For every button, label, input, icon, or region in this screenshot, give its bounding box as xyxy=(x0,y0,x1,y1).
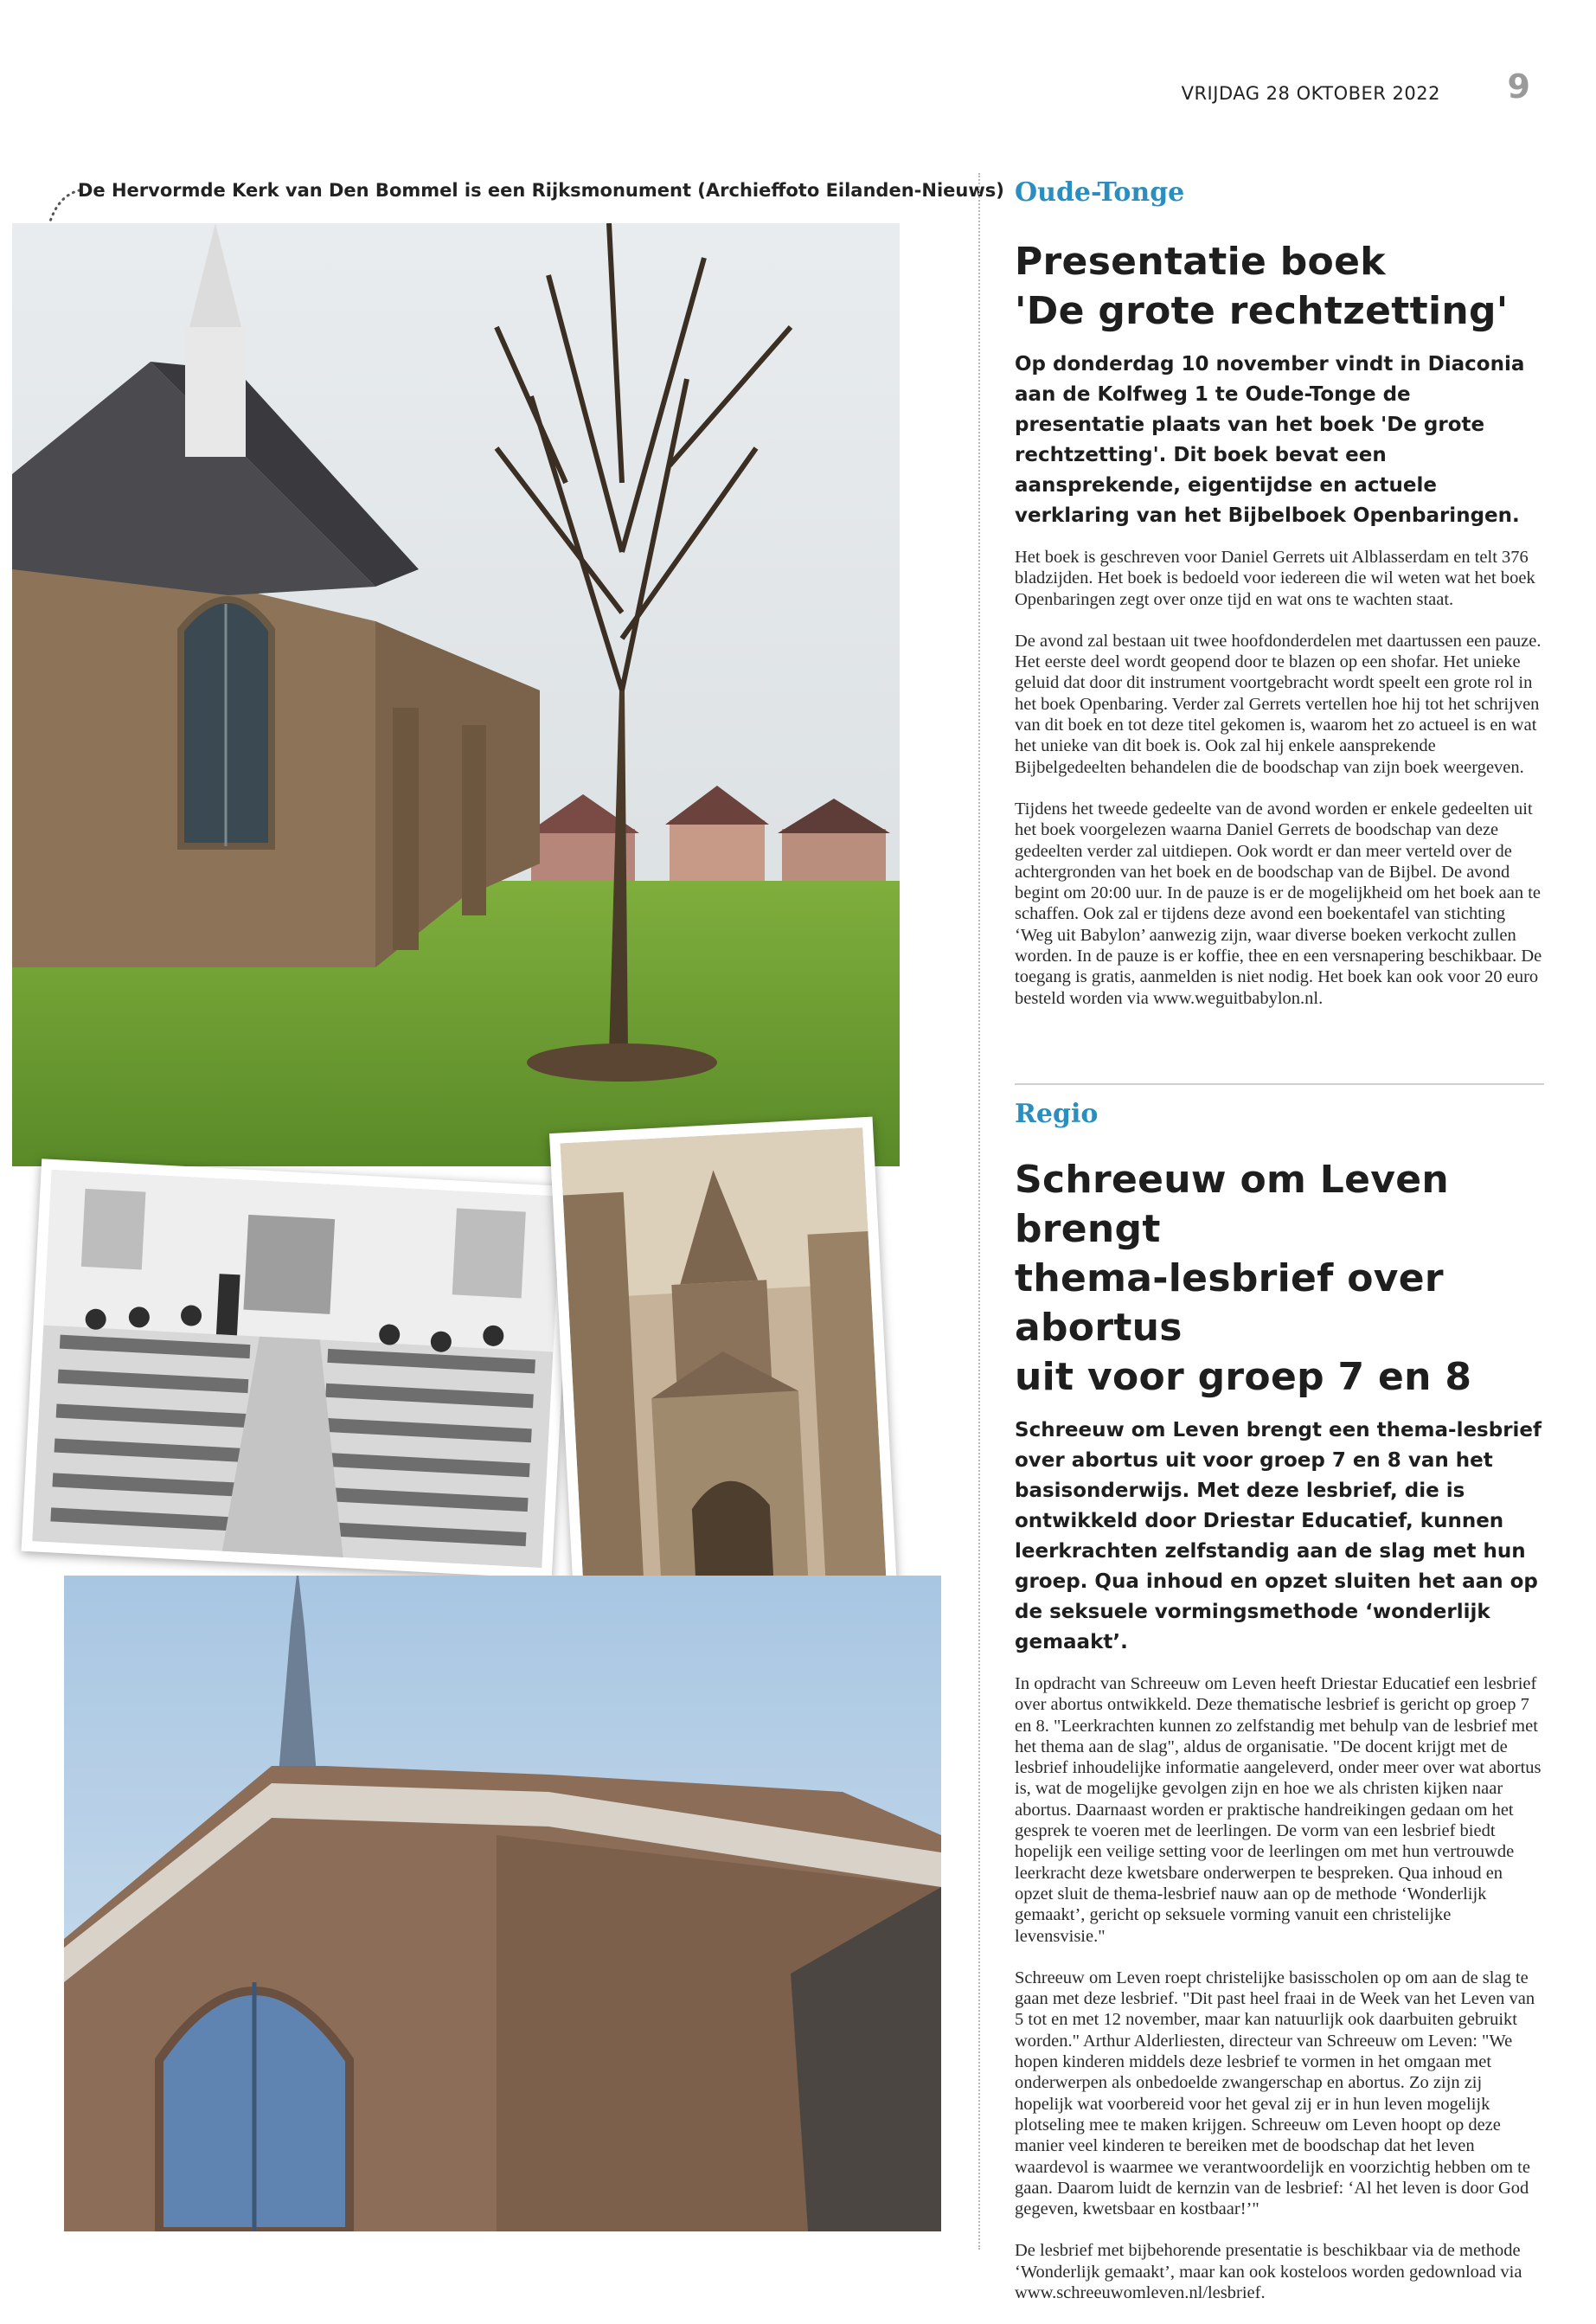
photo-caption: De Hervormde Kerk van Den Bommel is een Rijksmonument (Archieffoto Eilanden-Nieuws) xyxy=(78,180,1004,201)
article2-paragraph: In opdracht van Schreeuw om Leven heeft Driestar Educatief een lesbrief over abortus ontwikkeld. Deze thematische lesbrief is gericht op groep 7 en 8. "Leerkrachten kunnen zo zelfstandig met behulp van de lesbrief met het thema aan de slag", aldus de organisatie. "De docent krijgt met de lesbrief inhoudelijke informatie aangeleverd, onder meer over wat abortus is, wat de mogelijke gevolgen zijn en hoe we als christen kijken naar abortus. Daarnaast worden er praktische handreikingen gedaan om het gesprek te voeren met de leerlingen. De vorm van een lesbrief biedt hopelijk een veilige setting voor de leerlingen om met hun vertrouwde leerkracht deze kwetsbare onderwerpen te bespreken. Qua inhoud en opzet sluit de thema-lesbrief nauw aan op de methode ‘Wonderlijk gemaakt’, gericht op seksuele vorming vanuit een christelijke levensvisie." xyxy=(1015,1674,1542,1946)
article2-kicker: Regio xyxy=(1015,1099,1099,1129)
column-divider xyxy=(978,173,980,2250)
article-schreeuw-om-leven xyxy=(1015,1099,1544,2324)
article-presentatie-boek xyxy=(1015,177,1544,1030)
article1-paragraph: Tijdens het tweede gedeelte van de avond worden er enkele gedeelten uit het boek voorgelezen waarna Daniel Gerrets de boodschap van deze gedeelten verder zal uitdiepen. Ook wordt er dan meer verteld over de achtergronden van het boek en de boodschap van de Bijbel. De avond begint om 20:00 uur. In de pauze is er de mogelijkheid om het boek aan te schaffen. Ook zal er tijdens deze avond een boekentafel van stichting ‘Weg uit Babylon’ aanwezig zijn, waar diverse boeken verkocht zullen worden. In de pauze is er koffie, thee en een versnapering beschikbaar. De toegang is gratis, aanmelden is niet nodig. Het boek kan ook voor 20 euro besteld worden via www.weguitbabylon.nl. xyxy=(1015,799,1542,1008)
article2-paragraph: Schreeuw om Leven roept christelijke basisscholen op om aan de slag te gaan met deze lesbrief. "Dit past heel fraai in de Week van het Leven van 5 tot en met 12 november, maar kan natuurlijk ook daarbuiten gebruikt worden." Arthur Alderliesten, directeur van Schreeuw om Leven: "We hopen kinderen middels deze lesbrief te vormen in het omgaan met onderwerpen als onbedoelde zwangerschap en abortus. Zo zijn zij hopelijk wat voorbereid voor het geval zij er in hun leven mogelijk plotseling mee te maken krijgen. Schreeuw om Leven hoopt op deze manier veel kinderen te bereiken met de boodschap dat het leven waardevol is waarmee we verantwoordelijk en voorzichtig hebben om te gaan. Daarom luidt de kernzin van de lesbrief: ‘Al het leven is door God gegeven, kwetsbaar en kostbaar!’" xyxy=(1015,1968,1535,2219)
article1-paragraph: Het boek is geschreven voor Daniel Gerrets uit Alblasserdam en telt 376 bladzijden. Het boek is bedoeld voor iedereen die wil weten wat het boek Openbaringen zegt over onze tijd en wat ons te wachten staat. xyxy=(1015,548,1535,609)
church-tree-photo xyxy=(12,223,900,1166)
issue-date: VRIJDAG 28 OKTOBER 2022 xyxy=(1181,83,1440,104)
article2-headline-line2: thema-lesbrief over abortus xyxy=(1015,1256,1444,1350)
church-interior-photo xyxy=(22,1159,573,1579)
page-number: 9 xyxy=(1507,67,1530,106)
article1-kicker: Oude-Tonge xyxy=(1015,177,1185,208)
article2-headline-line3: uit voor groep 7 en 8 xyxy=(1015,1355,1472,1399)
article2-headline-line1: Schreeuw om Leven brengt xyxy=(1015,1158,1449,1251)
article-separator xyxy=(1015,1083,1544,1085)
historic-church-photo xyxy=(549,1117,899,1639)
article1-lead: Op donderdag 10 november vindt in Diaconia aan de Kolfweg 1 te Oude-Tonge de presentatie plaats van het boek 'De grote rechtzetting'. Dit boek bevat een aansprekende, eigentijdse en actuele verklaring van het Bijbelboek Openbaringen. xyxy=(1015,353,1525,527)
article1-headline-line1: Presentatie boek xyxy=(1015,240,1386,284)
church-blue-sky-photo xyxy=(64,1576,941,2231)
article1-paragraph: De avond zal bestaan uit twee hoofdonderdelen met daartussen een pauze. Het eerste deel wordt geopend door te blazen op een shofar. Het unieke geluid dat door dit instrument voortgebracht wordt speelt een grote rol in het boek Openbaring. Verder zal Gerrets vertellen hoe hij tot het schrijven van dit boek en tot deze titel gekomen is, waarom het zo actueel is en wat het unieke van dit boek is. Ook zal hij enkele aansprekende Bijbelgedeelten behandelen die de boodschap van zijn boek weergeven. xyxy=(1015,631,1542,777)
article2-paragraph: De lesbrief met bijbehorende presentatie is beschikbaar via de methode ‘Wonderlijk gemaakt’, maar kan ook kosteloos worden gedownload via www.schreeuwomleven.nl/lesbrief. xyxy=(1015,2241,1522,2303)
article2-lead: Schreeuw om Leven brengt een thema-lesbrief over abortus uit voor groep 7 en 8 van het basisonderwijs. Met deze lesbrief, die is ontwikkeld door Driestar Educatief, kunnen leerkrachten zelfstandig aan de slag met hun groep. Qua inhoud en opzet sluiten het aan op de seksuele vormingsmethode ‘wonderlijk gemaakt’. xyxy=(1015,1419,1542,1653)
article1-headline-line2: 'De grote rechtzetting' xyxy=(1015,289,1509,333)
